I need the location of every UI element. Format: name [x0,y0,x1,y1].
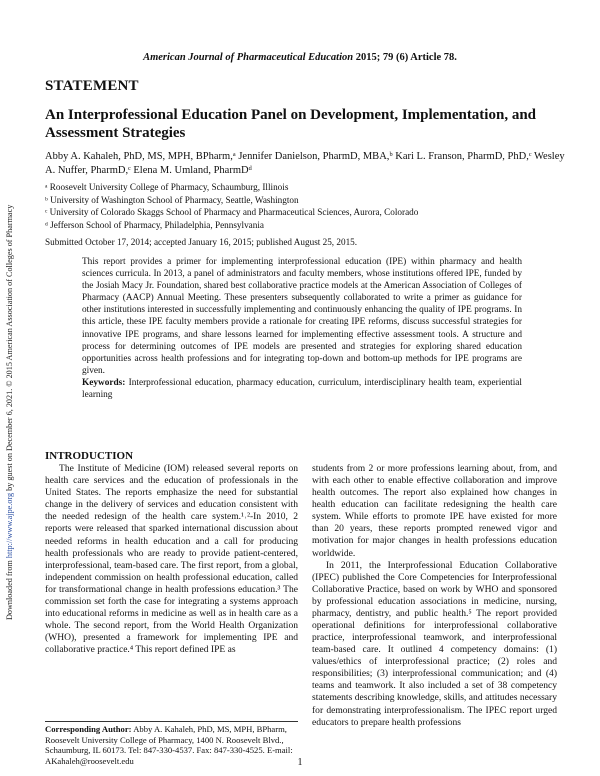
right-column [312,463,557,729]
keywords [82,377,522,401]
introduction-heading: INTRODUCTION [45,450,134,462]
left-column [45,450,298,656]
intro-paragraph-continued: students from 2 or more professions learning about, from, and with each other to enable effective collaboration and improve health outcomes. The report also explained how changes in health education can facilitate redesigning the health care system. While efforts to promote IPE have existed for more than 20 years, these reports prompted renewed vigor and motivation for major changes in health professions education worldwide. [312,463,557,559]
abstract [82,256,522,401]
sidebar-suffix: by guest on December 6, 2021. © 2015 American Association of Colleges of Pharmacy [5,204,14,493]
affiliation-a: ᵃ Roosevelt University College of Pharmacy, Schaumburg, Illinois [45,182,289,192]
sidebar-text [5,205,14,620]
publication-dates: Submitted October 17, 2014; accepted January 16, 2015; published August 25, 2015. [45,237,358,247]
journal-citation: 2015; 79 (6) Article 78. [355,52,457,63]
affiliation-d: ᵈ Jefferson School of Pharmacy, Philadelphia, Pennsylvania [45,219,264,230]
affiliation-list [45,181,565,231]
corresponding-text: Abby A. Kahaleh, PhD, MS, MPH, BPharm, Roosevelt University College of Pharmacy, 1400 N. Roosevelt Blvd., Schaumburg, IL 60173. Tel: 847-330-4537. Fax: 847-330-4525. E-mail: AKahaleh@roosevelt.edu [45,724,293,766]
section-label: STATEMENT [45,78,139,94]
keywords-text: Interprofessional education, pharmacy education, curriculum, interdisciplinary health team, experiential learning [82,377,522,401]
ajpe-link[interactable]: http://www.ajpe.org [5,492,14,559]
corresponding-label: Corresponding Author: [45,724,132,734]
intro-paragraph-1: The Institute of Medicine (IOM) released several reports on health care services and the education of professionals in the United States. The reports emphasize the need for substantial change in the delivery of services and education consistent with the needed redesign of the health care system.¹˒²-In 2010, 2 reports were released that sparked international discussion about needed reforms in health education and a call for producing health professionals who are ready to provide patient-centered, interprofessional, team-based care. The first report, from a global, independent commission on health professional education, called for transformational change in health professions education.³ The commission set forth the case for integrating a systems approach into educational reforms in medicine as well as in health care as a whole. The second report, from the World Health Organization (WHO), presented a framework for implementing IPE and collaborative practice.⁴ This report defined IPE as [45,463,298,656]
affiliation-b: ᵇ University of Washington School of Pharmacy, Seattle, Washington [45,194,299,205]
article-title: An Interprofessional Education Panel on Development, Implementation, and Assessment Strategies [45,107,537,141]
keywords-label: Keywords: [82,377,126,388]
download-sidebar [5,150,19,620]
author-list: Abby A. Kahaleh, PhD, MS, MPH, BPharm,ᵃ Jennifer Danielson, PharmD, MBA,ᵇ Kari L. Franson, PharmD, PhD,ᶜ Wesley A. Nuffer, PharmD,ᶜ Elena M. Umland, PharmDᵈ [45,151,565,176]
page-number: 1 [297,757,303,768]
affiliation-c: ᶜ University of Colorado Skaggs School of Pharmacy and Pharmaceutical Sciences, Aurora, Colorado [45,207,419,217]
sidebar-prefix: Downloaded from [5,558,14,620]
journal-name: American Journal of Pharmaceutical Education [143,52,354,63]
abstract-text: This report provides a primer for implementing interprofessional education (IPE) within pharmacy and health sciences curricula. In 2013, a panel of administrators and faculty members, whose institutions offered IPE, funded by the Josiah Macy Jr. Foundation, shared best collaborative practice models at the American Association of Colleges of Pharmacy (AACP) Annual Meeting. These presenters subsequently collaborated to write a primer as guidance for other institutions interested in successfully implementing and continuously enhancing the quality of IPE programs. In this article, these IPE faculty members provide a rationale for creating IPE reforms, discuss successful strategies for innovative IPE programs, and share lessons learned for implementing effective assessment tools. A structure and process for determining outcomes of IPE models are presented and strategies for exploring shared education opportunities across health professions and for integrating top-down and bottom-up methods for IPE programs are given. [82,257,522,376]
intro-paragraph-2: In 2011, the Interprofessional Education Collaborative (IPEC) published the Core Competencies for Interprofessional Collaborative Practice, based on work by WHO and sponsored by professional education associations in medicine, nursing, pharmacy, dentistry, and public health.⁵ The report provided operational definitions for interprofessional collaborative practice, interprofessional teamwork, and interprofessional team-based care. It outlined 4 competency domains: (1) values/ethics of interprofessional practice; (2) roles and responsibilities; (3) interprofessional communication; and (4) teams and teamwork. It also included a set of 38 competency statements describing knowledge, skills, and attitudes necessary for demonstrating interprofessionalism. The IPEC report urged educators to prepare health professions [312,559,557,728]
running-header [0,52,600,63]
